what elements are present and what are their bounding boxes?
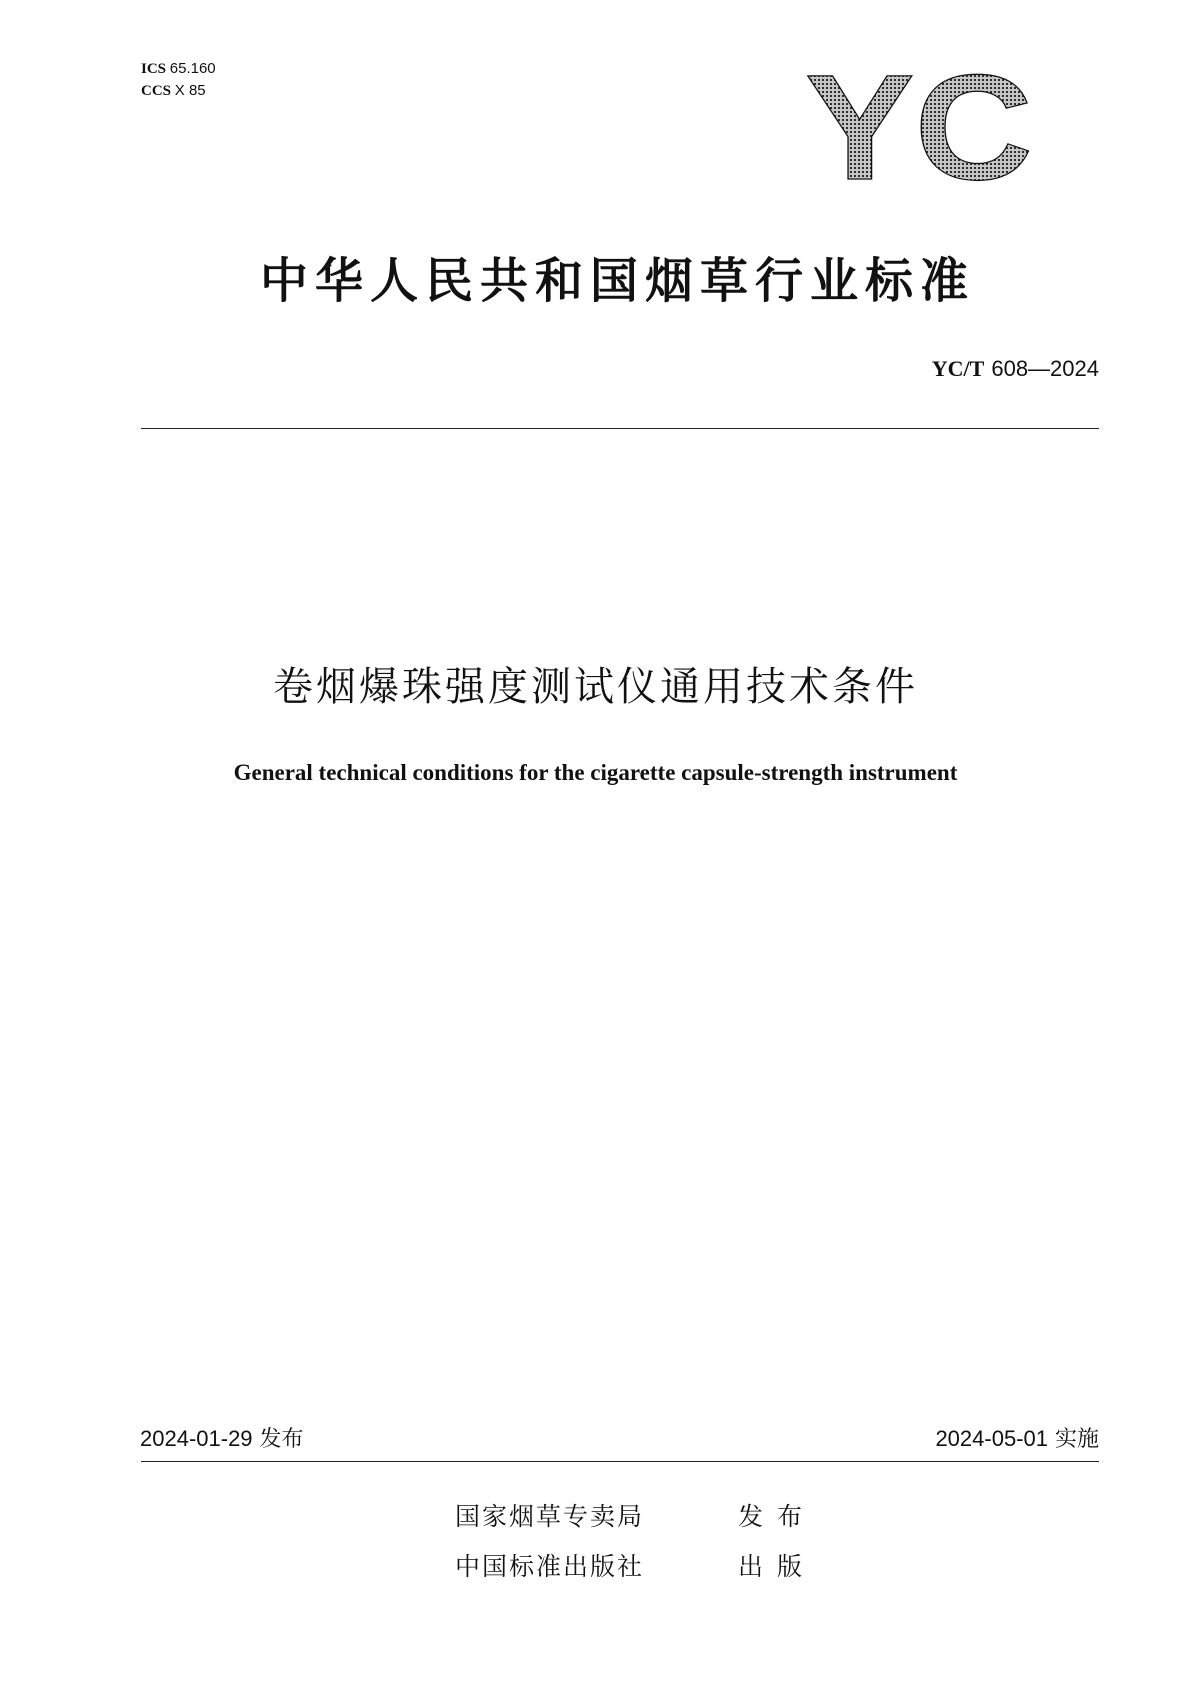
- ccs-label: CCS: [141, 83, 172, 99]
- ccs-row: [141, 80, 216, 102]
- publisher-org: 中国标准出版社: [455, 1552, 645, 1581]
- implement-date: [935, 1422, 1099, 1453]
- yc-logo-text: YC: [805, 62, 1033, 187]
- implement-date-value: 2024-05-01: [935, 1426, 1048, 1451]
- standard-number: [932, 356, 1099, 382]
- ics-label: ICS: [141, 61, 167, 77]
- ccs-value: X 85: [174, 82, 206, 99]
- publisher-row: [455, 1497, 816, 1533]
- issue-date-value: 2024-01-29: [140, 1426, 253, 1451]
- standard-number-value: 608—2024: [991, 356, 1099, 381]
- ics-row: [141, 58, 216, 80]
- classification-block: [141, 58, 216, 102]
- yc-logo: [805, 62, 1035, 187]
- issue-date: [140, 1422, 304, 1453]
- publisher-row: [455, 1547, 816, 1583]
- bottom-divider: [141, 1461, 1099, 1462]
- top-divider: [141, 428, 1099, 429]
- implement-date-label: 实施: [1054, 1427, 1099, 1452]
- standard-category-title: 中华人民共和国烟草行业标准: [259, 253, 975, 309]
- document-title-cn: 卷烟爆珠强度测试仪通用技术条件: [273, 664, 918, 710]
- ics-value: 65.160: [169, 60, 216, 77]
- issue-date-label: 发布: [259, 1427, 304, 1452]
- standard-number-prefix: YC/T: [931, 356, 985, 381]
- document-title-en: General technical conditions for the cigarette capsule-strength instrument: [233, 760, 958, 785]
- publisher-action: 发布: [737, 1502, 816, 1531]
- publisher-action: 出版: [737, 1552, 816, 1581]
- publisher-org: 国家烟草专卖局: [455, 1502, 645, 1531]
